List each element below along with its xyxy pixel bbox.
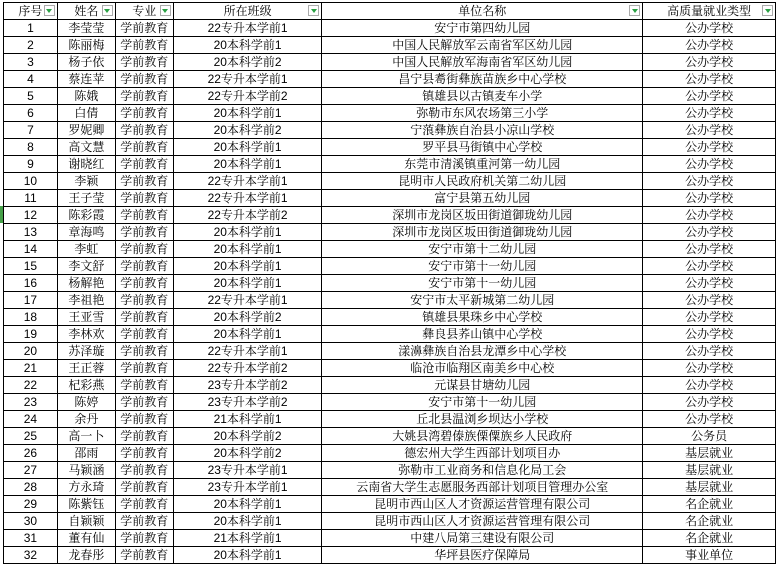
cell-r2-c0[interactable]: 2	[4, 37, 58, 54]
cell-r24-c1[interactable]: 余丹	[57, 411, 115, 428]
table-row	[4, 326, 776, 343]
column-header-label: 序号	[18, 4, 43, 18]
column-header-label: 专业	[132, 4, 157, 18]
cell-r14-c4[interactable]: 安宁市第十二幼儿园	[322, 241, 643, 258]
cell-r5-c4[interactable]: 镇雄县以古镇麦车小学	[322, 88, 643, 105]
cell-r24-c3[interactable]: 21本科学前1	[173, 411, 322, 428]
filter-dropdown-icon	[311, 9, 317, 13]
cell-r16-c5[interactable]: 公办学校	[643, 275, 776, 292]
table-row	[4, 207, 776, 224]
column-header-1[interactable]	[57, 3, 115, 20]
cell-r7-c0[interactable]: 7	[4, 122, 58, 139]
table-row	[4, 258, 776, 275]
cell-r9-c3[interactable]: 20本科学前1	[173, 156, 322, 173]
cell-r32-c0[interactable]: 32	[4, 547, 58, 564]
cell-r28-c1[interactable]: 方永琦	[57, 479, 115, 496]
cell-r2-c1[interactable]: 陈丽梅	[57, 37, 115, 54]
filter-dropdown-icon	[765, 9, 771, 13]
column-header-5[interactable]	[643, 3, 776, 20]
table-row	[4, 88, 776, 105]
cell-r10-c2[interactable]: 学前教育	[115, 173, 173, 190]
cell-r4-c1[interactable]: 蔡连苹	[57, 71, 115, 88]
cell-r3-c1[interactable]: 杨子依	[57, 54, 115, 71]
cell-r23-c3[interactable]: 23专升本学前2	[173, 394, 322, 411]
cell-r22-c1[interactable]: 杞彩燕	[57, 377, 115, 394]
cell-r22-c4[interactable]: 元谋县甘塘幼儿园	[322, 377, 643, 394]
cell-r12-c3[interactable]: 22专升本学前2	[173, 207, 322, 224]
cell-r10-c3[interactable]: 22专升本学前1	[173, 173, 322, 190]
table-row	[4, 20, 776, 37]
cell-r26-c2[interactable]: 学前教育	[115, 445, 173, 462]
cell-r15-c4[interactable]: 安宁市第十一幼儿园	[322, 258, 643, 275]
cell-r13-c1[interactable]: 章海鸣	[57, 224, 115, 241]
cell-r18-c0[interactable]: 18	[4, 309, 58, 326]
cell-r16-c2[interactable]: 学前教育	[115, 275, 173, 292]
cell-r11-c0[interactable]: 11	[4, 190, 58, 207]
cell-r20-c4[interactable]: 漾濞彝族自治县龙潭乡中心学校	[322, 343, 643, 360]
cell-r23-c2[interactable]: 学前教育	[115, 394, 173, 411]
cell-r13-c0[interactable]: 13	[4, 224, 58, 241]
cell-r23-c5[interactable]: 公办学校	[643, 394, 776, 411]
cell-r2-c5[interactable]: 公办学校	[643, 37, 776, 54]
cell-r1-c4[interactable]: 安宁市第四幼儿园	[322, 20, 643, 37]
cell-r22-c0[interactable]: 22	[4, 377, 58, 394]
cell-r29-c3[interactable]: 20本科学前1	[173, 496, 322, 513]
cell-r1-c1[interactable]: 李莹莹	[57, 20, 115, 37]
filter-dropdown-button[interactable]	[160, 5, 171, 16]
cell-r32-c5[interactable]: 事业单位	[643, 547, 776, 564]
cell-r8-c4[interactable]: 罗平县马街镇中心学校	[322, 139, 643, 156]
filter-dropdown-button[interactable]	[44, 5, 55, 16]
cell-r24-c0[interactable]: 24	[4, 411, 58, 428]
cell-r6-c2[interactable]: 学前教育	[115, 105, 173, 122]
cell-r2-c3[interactable]: 20本科学前1	[173, 37, 322, 54]
cell-r13-c3[interactable]: 20本科学前1	[173, 224, 322, 241]
cell-r20-c3[interactable]: 22专升本学前1	[173, 343, 322, 360]
table-row	[4, 139, 776, 156]
cell-r30-c2[interactable]: 学前教育	[115, 513, 173, 530]
cell-r19-c3[interactable]: 20本科学前1	[173, 326, 322, 343]
employment-table	[3, 2, 776, 564]
table-row	[4, 428, 776, 445]
cell-r10-c5[interactable]: 公办学校	[643, 173, 776, 190]
cell-r18-c2[interactable]: 学前教育	[115, 309, 173, 326]
cell-r16-c1[interactable]: 杨解艳	[57, 275, 115, 292]
cell-r25-c1[interactable]: 高一卜	[57, 428, 115, 445]
cell-r5-c5[interactable]: 公办学校	[643, 88, 776, 105]
cell-r8-c1[interactable]: 高文慧	[57, 139, 115, 156]
cell-r32-c2[interactable]: 学前教育	[115, 547, 173, 564]
table-row	[4, 547, 776, 564]
cell-r32-c4[interactable]: 华坪县医疗保障局	[322, 547, 643, 564]
cell-r25-c3[interactable]: 20本科学前2	[173, 428, 322, 445]
cell-r17-c5[interactable]: 公办学校	[643, 292, 776, 309]
column-header-0[interactable]	[4, 3, 58, 20]
cell-r12-c2[interactable]: 学前教育	[115, 207, 173, 224]
cell-r25-c4[interactable]: 大姚县湾碧傣族傈僳族乡人民政府	[322, 428, 643, 445]
table-row	[4, 496, 776, 513]
cell-r1-c0[interactable]: 1	[4, 20, 58, 37]
table-row	[4, 71, 776, 88]
table-row	[4, 343, 776, 360]
selected-row-indicator	[0, 206, 3, 223]
cell-r28-c3[interactable]: 23专升本学前1	[173, 479, 322, 496]
column-header-label: 高质量就业类型	[667, 4, 752, 18]
cell-r12-c4[interactable]: 深圳市龙岗区坂田街道御珑幼儿园	[322, 207, 643, 224]
cell-r16-c3[interactable]: 20本科学前1	[173, 275, 322, 292]
column-header-3[interactable]	[173, 3, 322, 20]
table-row	[4, 360, 776, 377]
cell-r4-c3[interactable]: 22专升本学前1	[173, 71, 322, 88]
cell-r9-c2[interactable]: 学前教育	[115, 156, 173, 173]
cell-r27-c2[interactable]: 学前教育	[115, 462, 173, 479]
cell-r13-c2[interactable]: 学前教育	[115, 224, 173, 241]
cell-r17-c4[interactable]: 安宁市太平新城第二幼儿园	[322, 292, 643, 309]
cell-r27-c5[interactable]: 基层就业	[643, 462, 776, 479]
cell-r28-c4[interactable]: 云南省大学生志愿服务西部计划项目管理办公室	[322, 479, 643, 496]
cell-r11-c4[interactable]: 富宁县第五幼儿园	[322, 190, 643, 207]
cell-r24-c2[interactable]: 学前教育	[115, 411, 173, 428]
cell-r30-c3[interactable]: 20本科学前1	[173, 513, 322, 530]
cell-r3-c5[interactable]: 公办学校	[643, 54, 776, 71]
cell-r9-c0[interactable]: 9	[4, 156, 58, 173]
cell-r28-c0[interactable]: 28	[4, 479, 58, 496]
table-row	[4, 156, 776, 173]
cell-r21-c5[interactable]: 公办学校	[643, 360, 776, 377]
cell-r25-c5[interactable]: 公务员	[643, 428, 776, 445]
table-row	[4, 513, 776, 530]
cell-r3-c4[interactable]: 中国人民解放军海南省军区幼儿园	[322, 54, 643, 71]
cell-r31-c0[interactable]: 31	[4, 530, 58, 547]
cell-r27-c3[interactable]: 23专升本学前1	[173, 462, 322, 479]
cell-r6-c4[interactable]: 弥勒市东风农场第三小学	[322, 105, 643, 122]
cell-r32-c3[interactable]: 20本科学前1	[173, 547, 322, 564]
cell-r23-c1[interactable]: 陈婷	[57, 394, 115, 411]
cell-r27-c0[interactable]: 27	[4, 462, 58, 479]
table-row	[4, 224, 776, 241]
table-row	[4, 377, 776, 394]
cell-r26-c3[interactable]: 20本科学前2	[173, 445, 322, 462]
cell-r21-c1[interactable]: 王正蓉	[57, 360, 115, 377]
cell-r31-c1[interactable]: 董有仙	[57, 530, 115, 547]
cell-r4-c4[interactable]: 昌宁县耈街彝族苗族乡中心学校	[322, 71, 643, 88]
cell-r29-c5[interactable]: 名企就业	[643, 496, 776, 513]
cell-r13-c4[interactable]: 深圳市龙岗区坂田街道御珑幼儿园	[322, 224, 643, 241]
cell-r25-c2[interactable]: 学前教育	[115, 428, 173, 445]
cell-r11-c5[interactable]: 公办学校	[643, 190, 776, 207]
cell-r14-c5[interactable]: 公办学校	[643, 241, 776, 258]
cell-r29-c2[interactable]: 学前教育	[115, 496, 173, 513]
cell-r11-c3[interactable]: 22专升本学前1	[173, 190, 322, 207]
cell-r2-c4[interactable]: 中国人民解放军云南省军区幼儿园	[322, 37, 643, 54]
cell-r31-c3[interactable]: 21本科学前1	[173, 530, 322, 547]
cell-r12-c5[interactable]: 公办学校	[643, 207, 776, 224]
cell-r6-c3[interactable]: 20本科学前1	[173, 105, 322, 122]
cell-r10-c1[interactable]: 李颖	[57, 173, 115, 190]
cell-r31-c4[interactable]: 中建八局第三建设有限公司	[322, 530, 643, 547]
table-row	[4, 530, 776, 547]
cell-r30-c5[interactable]: 名企就业	[643, 513, 776, 530]
cell-r11-c2[interactable]: 学前教育	[115, 190, 173, 207]
cell-r6-c5[interactable]: 公办学校	[643, 105, 776, 122]
cell-r29-c4[interactable]: 昆明市西山区人才资源运营管理有限公司	[322, 496, 643, 513]
cell-r11-c1[interactable]: 王子莹	[57, 190, 115, 207]
cell-r10-c4[interactable]: 昆明市人民政府机关第二幼儿园	[322, 173, 643, 190]
cell-r14-c3[interactable]: 20本科学前1	[173, 241, 322, 258]
cell-r31-c2[interactable]: 学前教育	[115, 530, 173, 547]
cell-r20-c1[interactable]: 苏泽璇	[57, 343, 115, 360]
cell-r22-c5[interactable]: 公办学校	[643, 377, 776, 394]
cell-r24-c4[interactable]: 丘北县温浏乡坝达小学校	[322, 411, 643, 428]
cell-r8-c3[interactable]: 20本科学前1	[173, 139, 322, 156]
cell-r26-c4[interactable]: 德宏州大学生西部计划项目办	[322, 445, 643, 462]
cell-r6-c0[interactable]: 6	[4, 105, 58, 122]
table-row	[4, 462, 776, 479]
cell-r1-c3[interactable]: 22专升本学前1	[173, 20, 322, 37]
cell-r31-c5[interactable]: 名企就业	[643, 530, 776, 547]
cell-r18-c3[interactable]: 20本科学前2	[173, 309, 322, 326]
cell-r19-c5[interactable]: 公办学校	[643, 326, 776, 343]
cell-r24-c5[interactable]: 公办学校	[643, 411, 776, 428]
cell-r15-c5[interactable]: 公办学校	[643, 258, 776, 275]
cell-r32-c1[interactable]: 龙春彤	[57, 547, 115, 564]
table-row	[4, 173, 776, 190]
cell-r18-c1[interactable]: 王亚雪	[57, 309, 115, 326]
column-header-4[interactable]	[322, 3, 643, 20]
cell-r20-c2[interactable]: 学前教育	[115, 343, 173, 360]
cell-r19-c1[interactable]: 李林欢	[57, 326, 115, 343]
cell-r8-c0[interactable]: 8	[4, 139, 58, 156]
cell-r14-c0[interactable]: 14	[4, 241, 58, 258]
filter-dropdown-button[interactable]	[629, 5, 640, 16]
cell-r26-c1[interactable]: 邵雨	[57, 445, 115, 462]
cell-r15-c2[interactable]: 学前教育	[115, 258, 173, 275]
table-row	[4, 122, 776, 139]
cell-r1-c2[interactable]: 学前教育	[115, 20, 173, 37]
cell-r20-c5[interactable]: 公办学校	[643, 343, 776, 360]
cell-r18-c5[interactable]: 公办学校	[643, 309, 776, 326]
cell-r26-c5[interactable]: 基层就业	[643, 445, 776, 462]
filter-dropdown-icon	[46, 9, 52, 13]
cell-r12-c0[interactable]: 12	[4, 207, 58, 224]
cell-r4-c2[interactable]: 学前教育	[115, 71, 173, 88]
table-row	[4, 479, 776, 496]
cell-r26-c0[interactable]: 26	[4, 445, 58, 462]
cell-r19-c4[interactable]: 彝良县荞山镇中心学校	[322, 326, 643, 343]
cell-r25-c0[interactable]: 25	[4, 428, 58, 445]
cell-r30-c0[interactable]: 30	[4, 513, 58, 530]
cell-r5-c2[interactable]: 学前教育	[115, 88, 173, 105]
cell-r15-c1[interactable]: 李文舒	[57, 258, 115, 275]
cell-r13-c5[interactable]: 公办学校	[643, 224, 776, 241]
filter-dropdown-icon	[632, 9, 638, 13]
cell-r9-c4[interactable]: 东莞市清溪镇重河第一幼儿园	[322, 156, 643, 173]
cell-r7-c3[interactable]: 20本科学前2	[173, 122, 322, 139]
cell-r28-c2[interactable]: 学前教育	[115, 479, 173, 496]
cell-r16-c0[interactable]: 16	[4, 275, 58, 292]
cell-r10-c0[interactable]: 10	[4, 173, 58, 190]
cell-r17-c1[interactable]: 李祖艳	[57, 292, 115, 309]
cell-r4-c0[interactable]: 4	[4, 71, 58, 88]
cell-r21-c3[interactable]: 22专升本学前2	[173, 360, 322, 377]
cell-r5-c3[interactable]: 22专升本学前2	[173, 88, 322, 105]
table-row	[4, 190, 776, 207]
cell-r7-c2[interactable]: 学前教育	[115, 122, 173, 139]
cell-r17-c3[interactable]: 22专升本学前1	[173, 292, 322, 309]
cell-r15-c0[interactable]: 15	[4, 258, 58, 275]
cell-r22-c3[interactable]: 23专升本学前2	[173, 377, 322, 394]
cell-r7-c5[interactable]: 公办学校	[643, 122, 776, 139]
cell-r1-c5[interactable]: 公办学校	[643, 20, 776, 37]
table-row	[4, 241, 776, 258]
cell-r23-c0[interactable]: 23	[4, 394, 58, 411]
cell-r23-c4[interactable]: 安宁市第十一幼儿园	[322, 394, 643, 411]
column-header-label: 单位名称	[458, 4, 507, 18]
cell-r3-c2[interactable]: 学前教育	[115, 54, 173, 71]
cell-r7-c4[interactable]: 宁蒗彝族自治县小凉山学校	[322, 122, 643, 139]
cell-r17-c0[interactable]: 17	[4, 292, 58, 309]
cell-r29-c0[interactable]: 29	[4, 496, 58, 513]
filter-dropdown-button[interactable]	[308, 5, 319, 16]
cell-r27-c4[interactable]: 弥勒市工业商务和信息化局工会	[322, 462, 643, 479]
cell-r14-c1[interactable]: 李虹	[57, 241, 115, 258]
table-row	[4, 394, 776, 411]
cell-r28-c5[interactable]: 基层就业	[643, 479, 776, 496]
cell-r19-c2[interactable]: 学前教育	[115, 326, 173, 343]
filter-dropdown-button[interactable]	[762, 5, 773, 16]
cell-r14-c2[interactable]: 学前教育	[115, 241, 173, 258]
cell-r30-c1[interactable]: 自颖颖	[57, 513, 115, 530]
cell-r16-c4[interactable]: 安宁市第十一幼儿园	[322, 275, 643, 292]
table-row	[4, 292, 776, 309]
column-header-label: 姓名	[74, 4, 99, 18]
cell-r20-c0[interactable]: 20	[4, 343, 58, 360]
header-row	[4, 3, 776, 20]
cell-r12-c1[interactable]: 陈彩霞	[57, 207, 115, 224]
cell-r15-c3[interactable]: 20本科学前1	[173, 258, 322, 275]
cell-r22-c2[interactable]: 学前教育	[115, 377, 173, 394]
cell-r7-c1[interactable]: 罗妮卿	[57, 122, 115, 139]
table-row	[4, 309, 776, 326]
cell-r9-c1[interactable]: 谢晓红	[57, 156, 115, 173]
table-row	[4, 37, 776, 54]
cell-r18-c4[interactable]: 镇雄县果珠乡中心学校	[322, 309, 643, 326]
cell-r6-c1[interactable]: 白倩	[57, 105, 115, 122]
cell-r29-c1[interactable]: 陈紫钰	[57, 496, 115, 513]
table-row	[4, 54, 776, 71]
cell-r2-c2[interactable]: 学前教育	[115, 37, 173, 54]
cell-r19-c0[interactable]: 19	[4, 326, 58, 343]
filter-dropdown-button[interactable]	[102, 5, 113, 16]
table-row	[4, 105, 776, 122]
cell-r3-c3[interactable]: 20本科学前2	[173, 54, 322, 71]
cell-r8-c2[interactable]: 学前教育	[115, 139, 173, 156]
cell-r8-c5[interactable]: 公办学校	[643, 139, 776, 156]
cell-r5-c1[interactable]: 陈娥	[57, 88, 115, 105]
cell-r9-c5[interactable]: 公办学校	[643, 156, 776, 173]
table-row	[4, 445, 776, 462]
cell-r21-c4[interactable]: 临沧市临翔区南美乡中心校	[322, 360, 643, 377]
cell-r3-c0[interactable]: 3	[4, 54, 58, 71]
cell-r5-c0[interactable]: 5	[4, 88, 58, 105]
table-row	[4, 275, 776, 292]
cell-r17-c2[interactable]: 学前教育	[115, 292, 173, 309]
column-header-2[interactable]	[115, 3, 173, 20]
table-row	[4, 411, 776, 428]
column-header-label: 所在班级	[223, 4, 272, 18]
filter-dropdown-icon	[162, 9, 168, 13]
cell-r4-c5[interactable]: 公办学校	[643, 71, 776, 88]
cell-r27-c1[interactable]: 马颖涵	[57, 462, 115, 479]
filter-dropdown-icon	[104, 9, 110, 13]
cell-r30-c4[interactable]: 昆明市西山区人才资源运营管理有限公司	[322, 513, 643, 530]
cell-r21-c0[interactable]: 21	[4, 360, 58, 377]
cell-r21-c2[interactable]: 学前教育	[115, 360, 173, 377]
